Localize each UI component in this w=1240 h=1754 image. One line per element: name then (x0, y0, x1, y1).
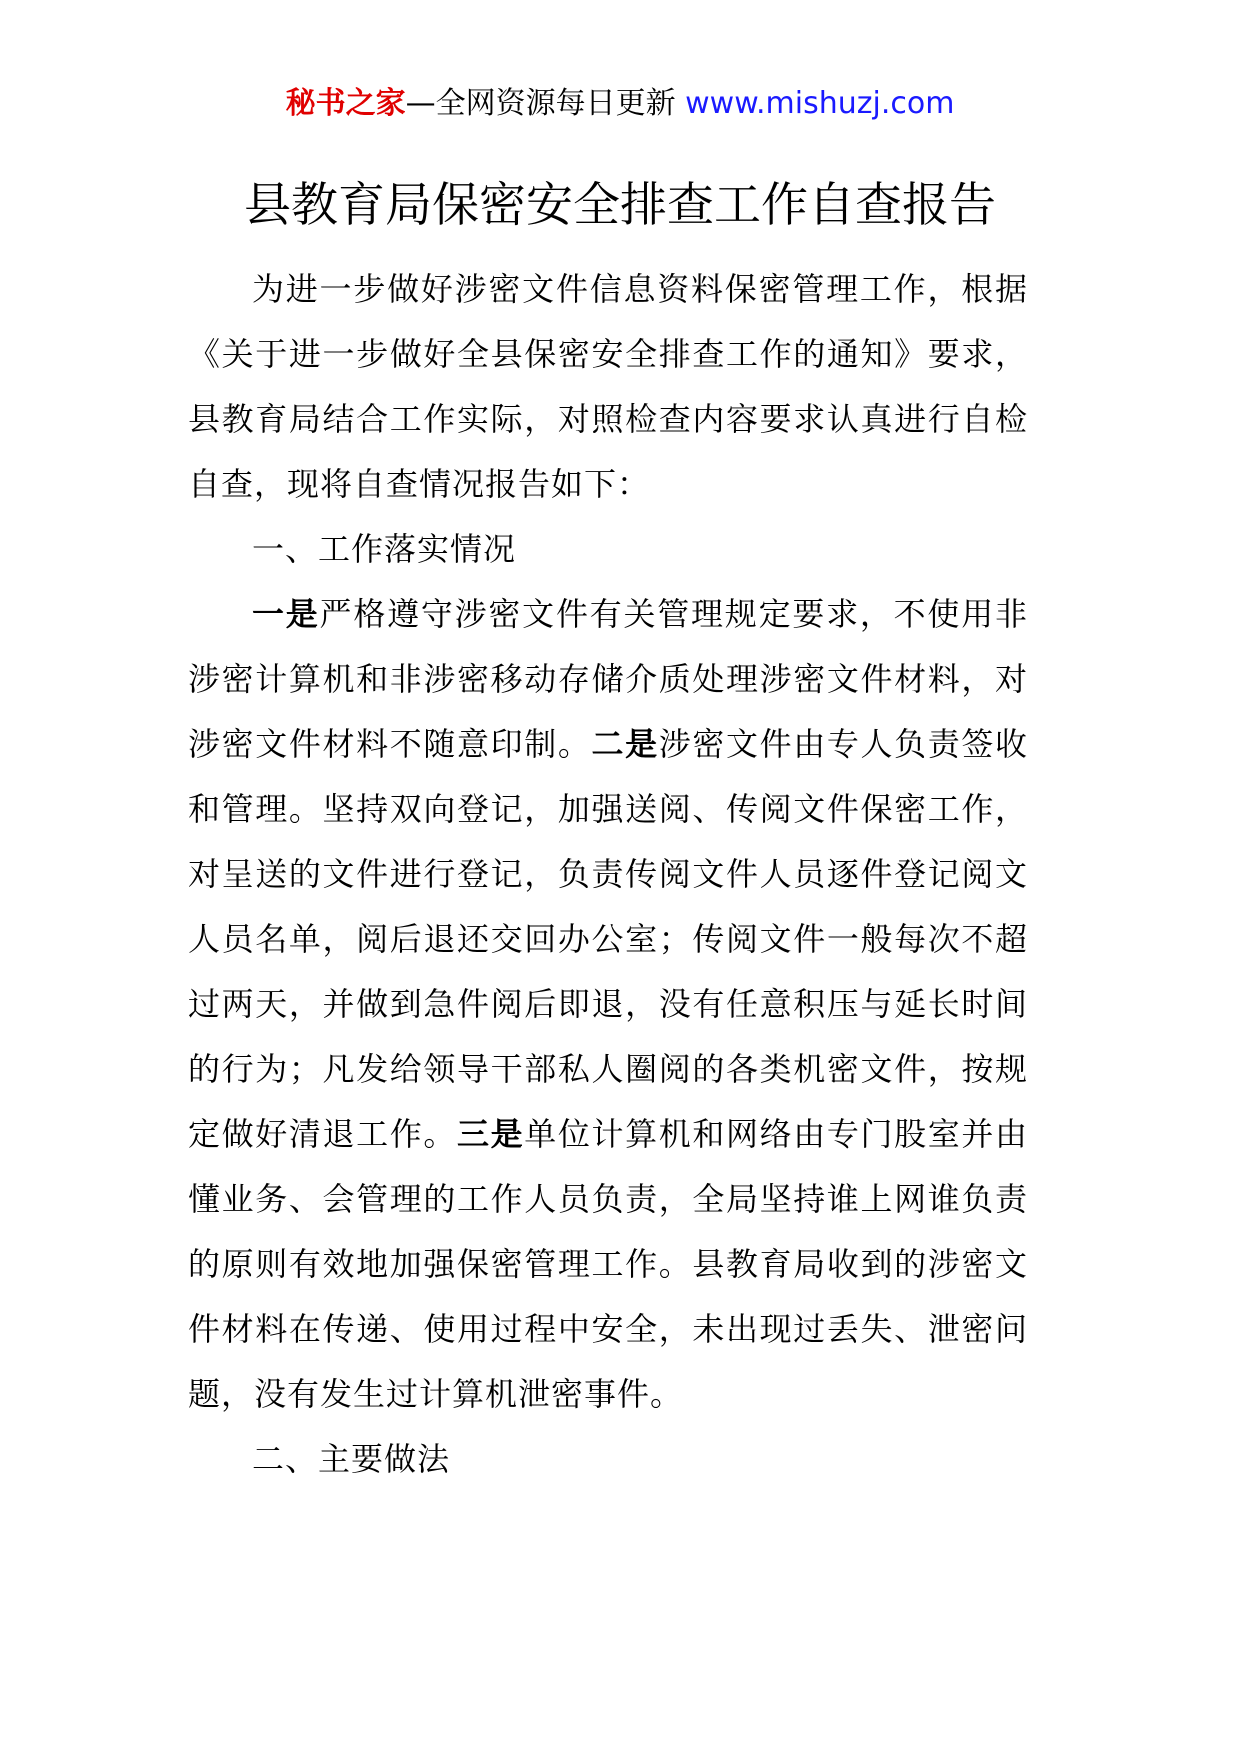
section-heading-2: 二、主要做法 (252, 1440, 451, 1478)
section-heading-1: 一、工作落实情况 (252, 530, 517, 568)
intro-paragraph: 为进一步做好涉密文件信息资料保密管理工作，根据《关于进一步做好全县保密安全排查工作的通知》要求，县教育局结合工作实际，对照检查内容要求认真进行自检自查，现将自查情况报告如下： (188, 270, 1028, 503)
site-url-link[interactable]: www.mishuzj.com (685, 86, 955, 121)
point-lead-3: 三是 (457, 1115, 525, 1153)
point-lead-2: 二是 (591, 725, 659, 763)
brand-name: 秘书之家 (285, 86, 406, 121)
section-1-paragraph (188, 582, 1028, 1427)
point-text-1: 严格遵守涉密文件有关管理规定要求，不使用非涉密计算机和非涉密移动存储介质处理涉密文件材料，对涉密文件材料不随意印制。 (188, 595, 1028, 763)
document-title: 县教育局保密安全排查工作自查报告 (244, 178, 996, 233)
header-tagline: —全网资源每日更新 (405, 86, 676, 121)
point-lead-1: 一是 (252, 595, 320, 633)
site-header (0, 84, 1240, 124)
point-text-3: 单位计算机和网络由专门股室并由懂业务、会管理的工作人员负责，全局坚持谁上网谁负责的原则有效地加强保密管理工作。县教育局收到的涉密文件材料在传递、使用过程中安全，未出现过丢失、泄密问题，没有发生过计算机泄密事件。 (188, 1115, 1028, 1413)
document-body (188, 257, 1028, 1492)
point-text-2: 涉密文件由专人负责签收和管理。坚持双向登记，加强送阅、传阅文件保密工作，对呈送的文件进行登记，负责传阅文件人员逐件登记阅文人员名单，阅后退还交回办公室；传阅文件一般每次不超过两天，并做到急件阅后即退，没有任意积压与延长时间的行为；凡发给领导干部私人圈阅的各类机密文件，按规定做好清退工作。 (188, 725, 1028, 1153)
